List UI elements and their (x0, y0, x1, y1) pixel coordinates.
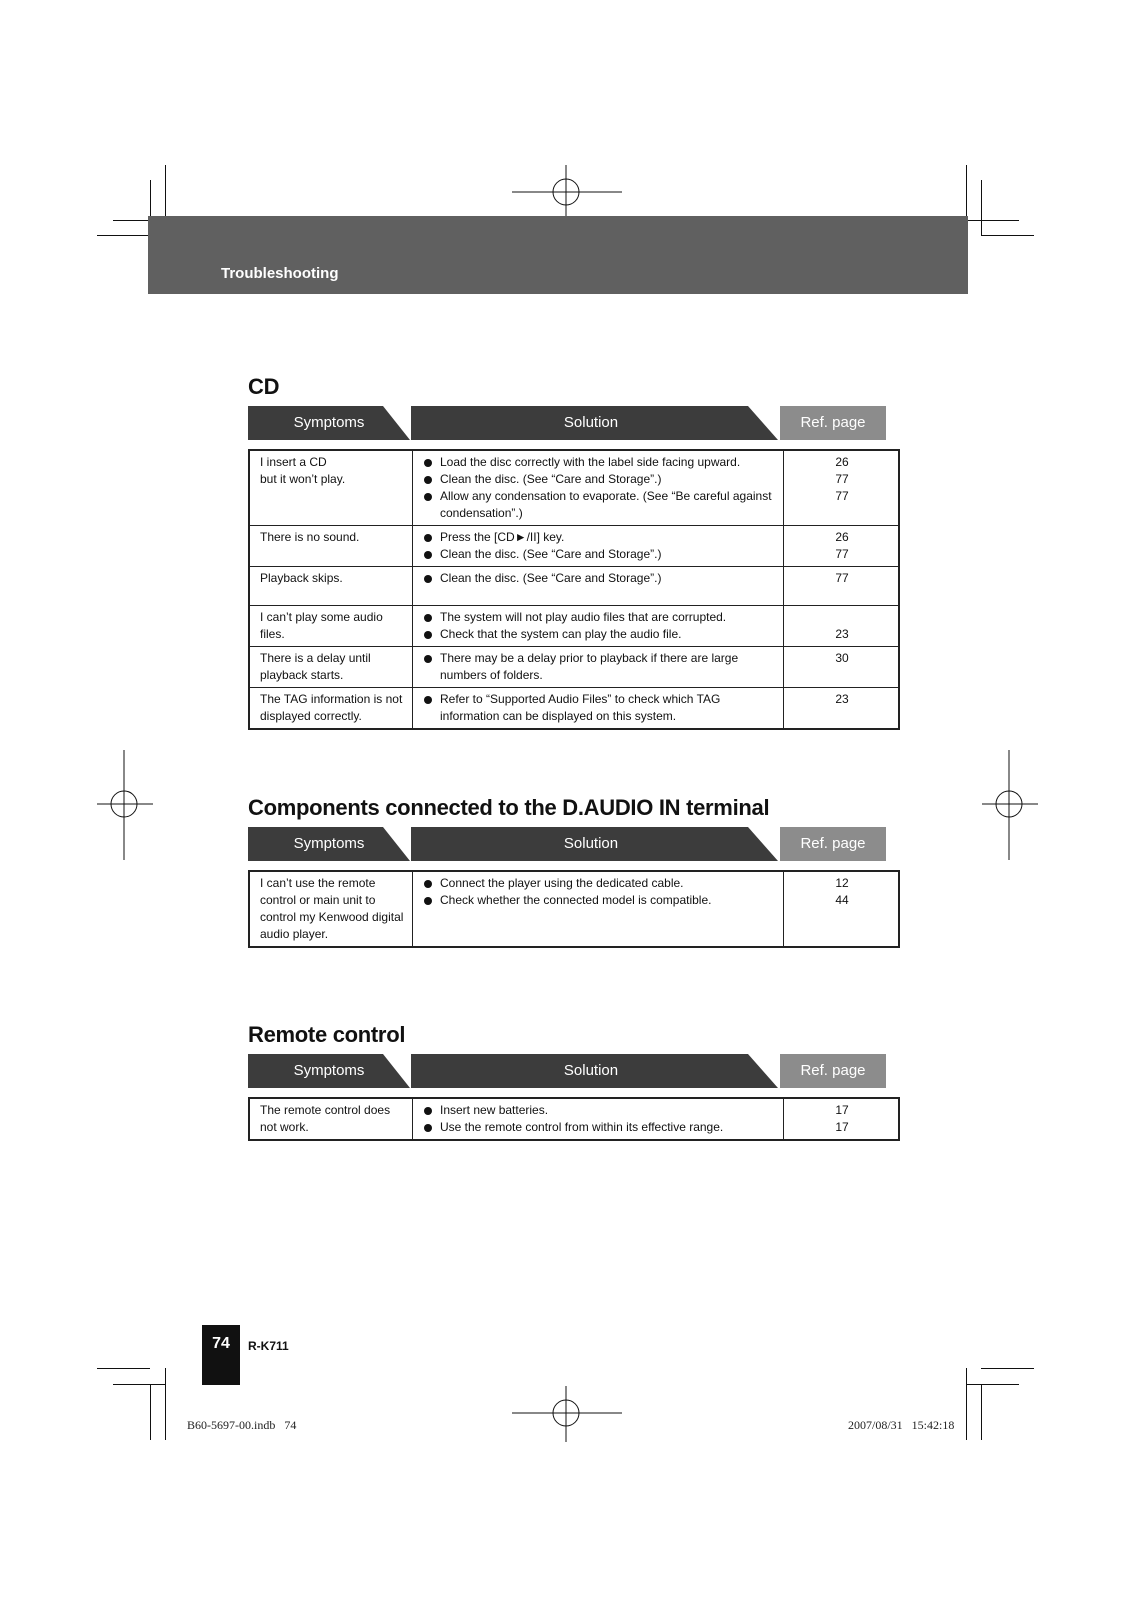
section-title-daudio: Components connected to the D.AUDIO IN terminal (248, 795, 770, 820)
crop-mark (966, 220, 1019, 221)
registration-mark-left (97, 750, 153, 860)
ref-cell (784, 1098, 900, 1140)
troubleshooting-table-daudio (248, 870, 900, 948)
ref-page: 12 (835, 876, 849, 890)
ref-page: 77 (835, 489, 849, 503)
solution-cell (413, 526, 784, 567)
registration-mark-right (982, 750, 1038, 860)
solution-item: Use the remote control from within its effective range. (423, 1119, 775, 1136)
solution-item: Check that the system can play the audio file. (423, 626, 775, 643)
symptom-text: I can’t use the remote control or main unit to control my Kenwood digital audio player. (260, 876, 404, 941)
column-header-ref: Ref. page (800, 835, 866, 852)
solution-item: Clean the disc. (See “Care and Storage”.) (423, 546, 775, 563)
page-header-title: Troubleshooting (221, 265, 339, 282)
ref-page (794, 609, 890, 626)
column-header-bar (248, 1054, 908, 1088)
symptom-cell (249, 526, 413, 567)
solution-item: Refer to “Supported Audio Files” to check which TAG information can be displayed on this system. (423, 691, 775, 725)
solution-cell (413, 688, 784, 730)
file-slug: B60-5697-00.indb 74 (187, 1418, 297, 1432)
symptom-cell (249, 606, 413, 647)
solution-item: Load the disc correctly with the label side facing upward. (423, 454, 775, 471)
ref-page: 17 (835, 1103, 849, 1117)
crop-mark (966, 1368, 967, 1440)
column-header-ref: Ref. page (800, 414, 866, 431)
table-row (249, 567, 899, 606)
crop-mark (150, 1384, 151, 1440)
solution-cell (413, 606, 784, 647)
crop-mark (966, 165, 967, 221)
solution-cell (413, 450, 784, 526)
column-header-solution: Solution (563, 835, 619, 852)
column-header-symptoms: Symptoms (293, 414, 365, 431)
crop-mark (113, 1384, 166, 1385)
symptom-text: There is no sound. (260, 530, 360, 544)
header-band (148, 216, 968, 294)
symptom-text: Playback skips. (260, 571, 343, 585)
ref-cell (784, 647, 900, 688)
symptom-text: There is a delay until playback starts. (260, 651, 371, 682)
table-row (249, 1098, 899, 1140)
solution-cell (413, 871, 784, 947)
crop-mark (981, 1384, 982, 1440)
solution-item: Check whether the connected model is compatible. (423, 892, 775, 909)
table-row (249, 871, 899, 947)
symptom-text: I can’t play some audio files. (260, 610, 383, 641)
symptom-text: but it won’t play. (260, 472, 346, 486)
solution-cell (413, 647, 784, 688)
crop-mark (97, 235, 150, 236)
column-header-symptoms: Symptoms (293, 835, 365, 852)
registration-mark-bottom (512, 1386, 622, 1442)
crop-mark (981, 1368, 1034, 1369)
ref-page: 26 (835, 455, 849, 469)
page-number: 74 (212, 1335, 230, 1352)
page-number-tab (202, 1325, 240, 1385)
ref-page: 23 (835, 627, 849, 641)
column-header-bar (248, 406, 908, 440)
solution-cell (413, 1098, 784, 1140)
ref-page: 17 (835, 1120, 849, 1134)
symptom-cell (249, 647, 413, 688)
crop-mark (165, 165, 166, 221)
solution-item: Clean the disc. (See “Care and Storage”.) (423, 471, 775, 488)
symptom-cell (249, 567, 413, 606)
solution-item: There may be a delay prior to playback if there are large numbers of folders. (423, 650, 775, 684)
solution-item: Press the [CD►/II] key. (423, 529, 775, 546)
table-row (249, 688, 899, 730)
solution-item: Allow any condensation to evaporate. (See “Be careful against condensation”.) (423, 488, 775, 522)
registration-mark-top (512, 165, 622, 221)
crop-mark (966, 1384, 1019, 1385)
table-row (249, 647, 899, 688)
crop-mark (981, 235, 1034, 236)
model-name: R-K711 (248, 1339, 289, 1353)
symptom-cell (249, 688, 413, 730)
column-header-solution: Solution (563, 414, 619, 431)
column-header-ref: Ref. page (800, 1062, 866, 1079)
table-row (249, 526, 899, 567)
print-timestamp: 2007/08/31 15:42:18 (848, 1418, 955, 1432)
ref-page: 77 (835, 571, 849, 585)
symptom-cell (249, 871, 413, 947)
troubleshooting-table-cd (248, 449, 900, 730)
column-header-solution: Solution (563, 1062, 619, 1079)
symptom-text: The remote control does not work. (260, 1103, 391, 1134)
ref-cell (784, 606, 900, 647)
ref-page: 23 (835, 692, 849, 706)
section-title-cd: CD (248, 374, 280, 399)
symptom-text: The TAG information is not displayed correctly. (260, 692, 403, 723)
solution-item: The system will not play audio files that are corrupted. (423, 609, 775, 626)
symptom-text: I insert a CD (260, 455, 327, 469)
ref-cell (784, 450, 900, 526)
ref-cell (784, 526, 900, 567)
table-row (249, 450, 899, 526)
symptom-cell (249, 1098, 413, 1140)
troubleshooting-table-remote (248, 1097, 900, 1141)
solution-item: Insert new batteries. (423, 1102, 775, 1119)
symptom-cell (249, 450, 413, 526)
solution-cell (413, 567, 784, 606)
ref-page: 30 (835, 651, 849, 665)
solution-item: Connect the player using the dedicated cable. (423, 875, 775, 892)
table-row (249, 606, 899, 647)
crop-mark (165, 1368, 166, 1440)
ref-cell (784, 871, 900, 947)
ref-page: 44 (835, 893, 849, 907)
column-header-symptoms: Symptoms (293, 1062, 365, 1079)
ref-page: 77 (835, 472, 849, 486)
solution-item: Clean the disc. (See “Care and Storage”.) (423, 570, 775, 587)
ref-page: 77 (835, 547, 849, 561)
ref-page: 26 (835, 530, 849, 544)
section-title-remote: Remote control (248, 1022, 406, 1047)
ref-cell (784, 567, 900, 606)
crop-mark (981, 180, 982, 236)
column-header-bar (248, 827, 908, 861)
crop-mark (97, 1368, 150, 1369)
ref-cell (784, 688, 900, 730)
